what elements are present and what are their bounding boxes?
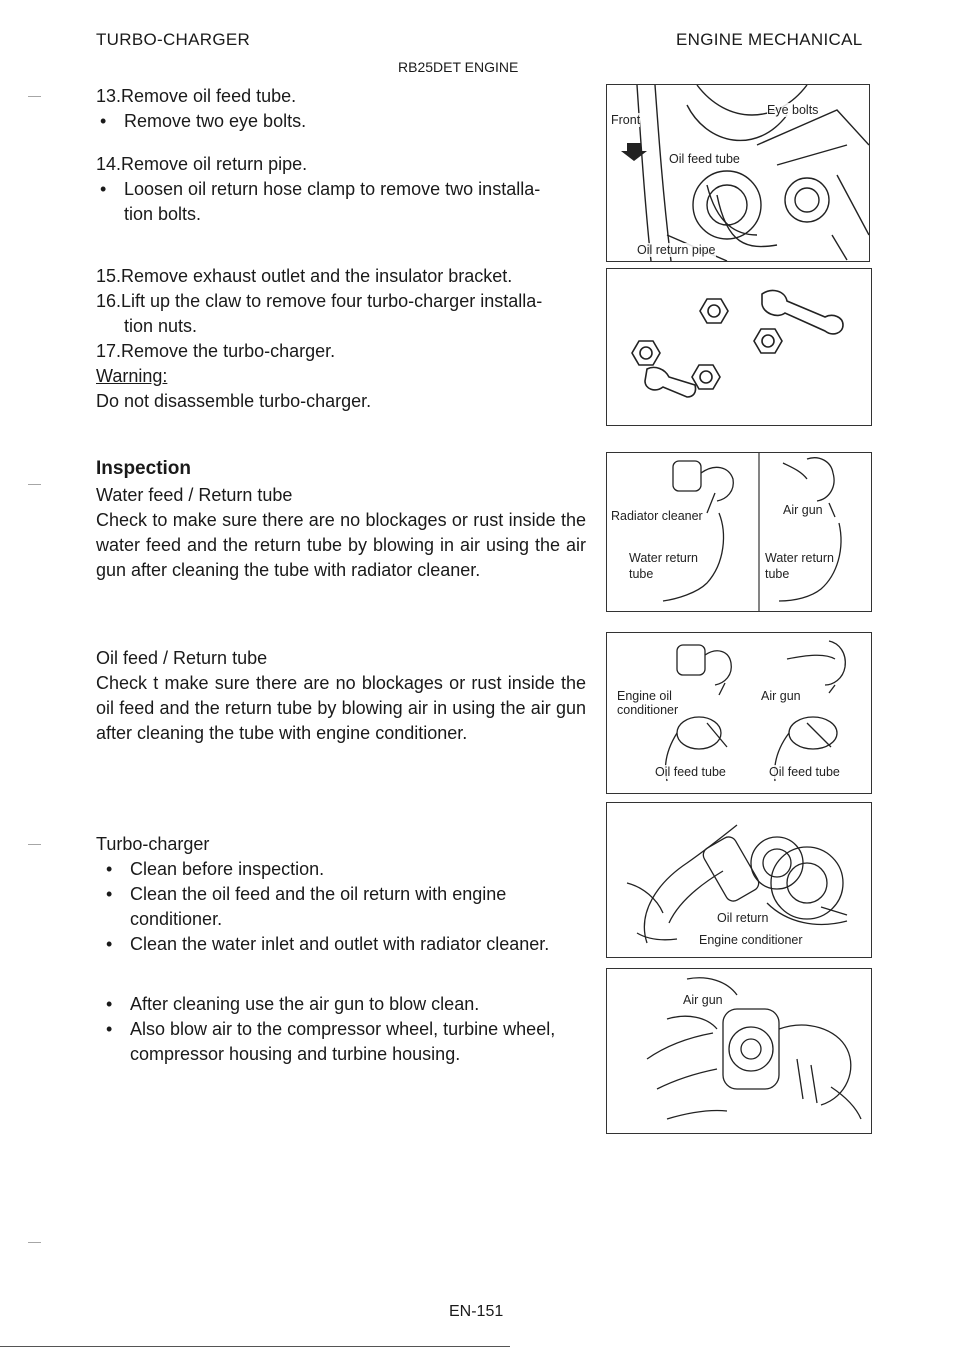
engine-illustration [607,85,869,261]
label-radiator-cleaner: Radiator cleaner [611,509,703,523]
step-16: 16.Lift up the claw to remove four turbo-charger installa- [96,291,543,311]
after-bullet-1 [106,992,480,1017]
water-text: Check to make sure there are no blockages or rust inside the water feed and the return tube by blowing in air using the air gun after cleaning the tube with radiator cleaner. [96,510,586,580]
figure-turbo-cleaning [606,802,872,958]
label-front: Front [611,113,641,127]
label-engine-oil-conditioner: conditioner [617,703,679,717]
step-15: 15.Remove exhaust outlet and the insulator bracket. [96,266,513,286]
step-17: 17.Remove the turbo-charger. [96,341,336,361]
bullet-dot: • [106,884,113,904]
after-bullet-1-text: After cleaning use the air gun to blow clean. [130,994,480,1014]
after-bullet-2-cont: compressor housing and turbine housing. [130,1044,461,1064]
bullet-dot: • [106,859,113,879]
turbo-bullet-3-text: Clean the water inlet and outlet with radiator cleaner. [130,934,550,954]
step-14: 14.Remove oil return pipe. [96,154,308,174]
bullet-dot: • [106,934,113,954]
label-water-return: Water return [629,551,699,565]
air-gun-illustration [607,969,871,1133]
figure-nuts-claw [606,268,872,426]
label-engine-conditioner: Engine conditioner [699,933,803,947]
turbo-bullet-2 [106,882,507,907]
turbo-bullet-1 [106,857,325,882]
figure-oil-feed-removal [606,84,870,262]
margin-mark: — [28,88,41,103]
step-16-cont: tion nuts. [124,316,198,336]
bullet-dot: • [100,179,107,199]
label-eye-bolts: Eye bolts [767,103,819,117]
bullet-dot: • [106,994,113,1014]
label-engine-oil: Engine oil [617,689,672,703]
step-13-bullet [100,109,307,134]
step-13-bullet-text: Remove two eye bolts. [124,111,307,131]
label-water-return-b: Water return [765,551,835,565]
engine-label: RB25DET ENGINE [398,59,519,75]
margin-mark: — [28,836,41,851]
label-air-gun: Air gun [783,503,823,517]
label-oil-feed-tube: Oil feed tube [669,152,740,166]
turbo-title: Turbo-charger [96,834,210,854]
turbo-bullet-2-cont: conditioner. [130,909,223,929]
margin-mark: — [28,1234,41,1249]
bullet-dot: • [106,1019,113,1039]
step-14-bullet [100,177,541,202]
label-water-return-tube: tube [629,567,654,581]
step-14-bullet-cont: tion bolts. [124,204,202,224]
label-oil-feed-tube-a: Oil feed tube [655,765,726,779]
turbo-bullet-1-text: Clean before inspection. [130,859,325,879]
oil-title: Oil feed / Return tube [96,648,268,668]
warning-label: Warning: [96,366,168,386]
page-number: EN-151 [449,1303,504,1320]
label-water-return-tube-b: tube [765,567,790,581]
water-tube-illustration [607,453,871,611]
after-bullet-2-text: Also blow air to the compressor wheel, turbine wheel, [130,1019,556,1039]
after-bullet-2 [106,1017,556,1042]
label-oil-feed-tube-b: Oil feed tube [769,765,840,779]
inspection-heading: Inspection [96,458,192,479]
margin-mark: — [28,476,41,491]
footer-rule [0,1346,510,1347]
label-air-gun: Air gun [683,993,723,1007]
warning-text: Do not disassemble turbo-charger. [96,391,372,411]
step-14-bullet-text: Loosen oil return hose clamp to remove two installa- [124,179,541,199]
label-oil-return-pipe: Oil return pipe [637,243,716,257]
figure-water-tube-cleaning [606,452,872,612]
turbo-bullet-3 [106,932,550,957]
step-13: 13.Remove oil feed tube. [96,86,297,106]
nuts-claw-illustration [607,269,871,425]
section-title-left: TURBO-CHARGER [96,30,251,49]
bullet-dot: • [100,111,107,131]
water-title: Water feed / Return tube [96,485,293,505]
section-title-right: ENGINE MECHANICAL [676,30,863,49]
figure-air-gun-blow [606,968,872,1134]
oil-text: Check t make sure there are no blockages or rust inside the oil feed and the return tube by blowing air in using the air gun after cleaning the tube with engine conditioner. [96,673,586,743]
turbo-bullet-2-text: Clean the oil feed and the oil return with engine [130,884,507,904]
label-air-gun: Air gun [761,689,801,703]
label-oil-return: Oil return [717,911,769,925]
figure-oil-tube-cleaning [606,632,872,794]
